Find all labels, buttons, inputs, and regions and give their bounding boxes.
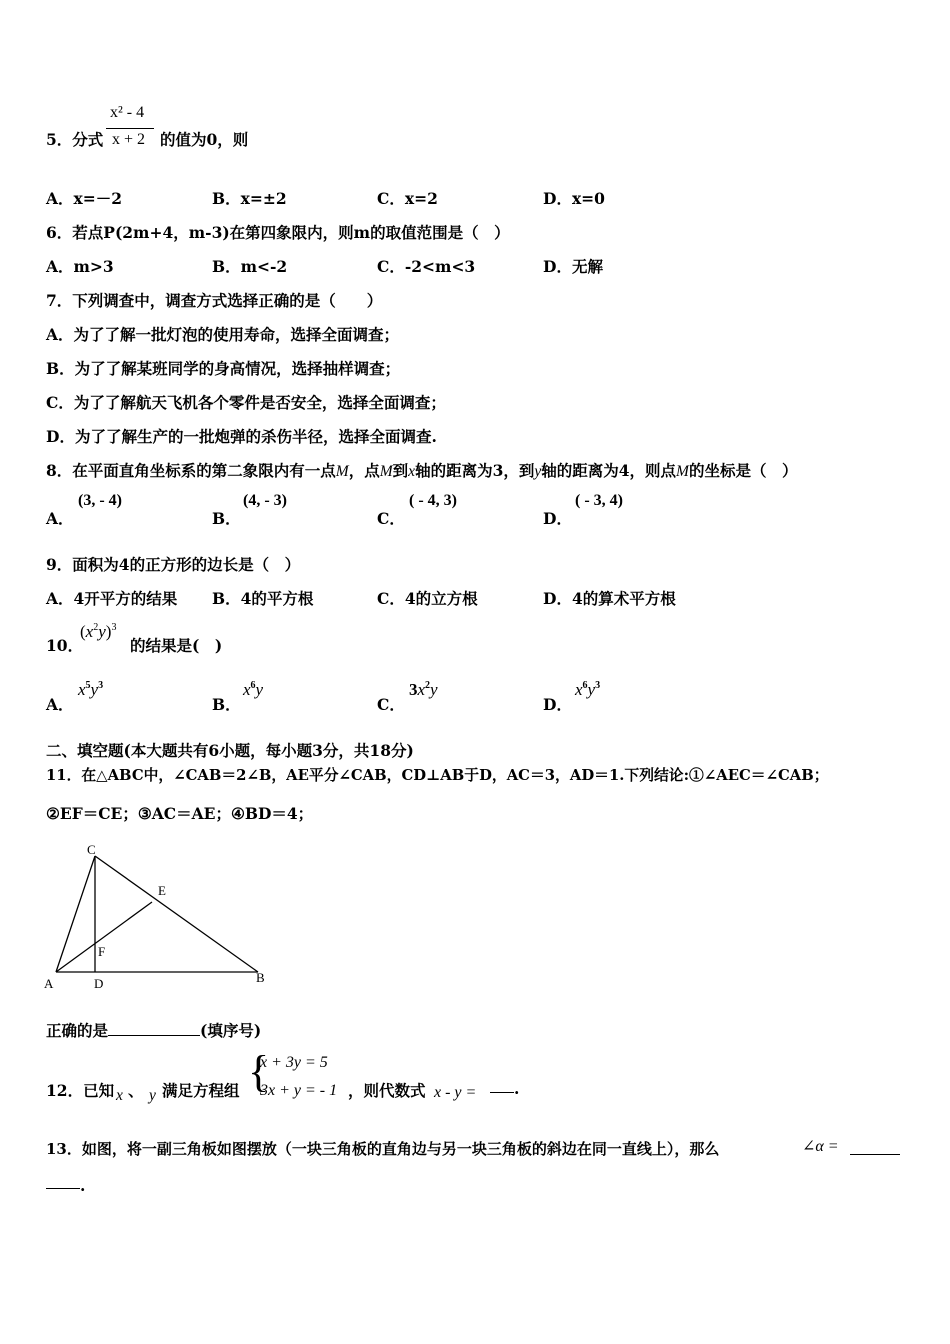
q8-value-d: ( - 3, 4) <box>575 492 623 509</box>
q7-text: 7．下列调查中，调查方式选择正确的是（ ） <box>46 291 383 310</box>
q6-option-b: B．m<-2 <box>212 257 288 276</box>
section-2-heading: 二、填空题(本大题共有6小题，每小题3分，共18分) <box>46 741 414 760</box>
q11-triangle-figure <box>42 840 282 990</box>
q5-option-c: C．x=2 <box>377 189 438 208</box>
q10-number: 10． <box>46 636 84 655</box>
side-ac <box>56 856 95 972</box>
q12-after: ，则代数式 <box>348 1081 426 1100</box>
q13-answer-blank-2[interactable] <box>46 1188 80 1189</box>
q12-equation-1: x + 3y = 5 <box>260 1054 328 1071</box>
q5-numerator: x² - 4 <box>110 104 145 121</box>
q10-label-a: A． <box>46 695 74 714</box>
q10-label-b: B． <box>212 695 241 714</box>
label-e: E <box>158 883 166 898</box>
q13-answer-blank-1[interactable] <box>850 1154 900 1155</box>
q5-denominator: x + 2 <box>112 131 146 148</box>
q8-label-a: A． <box>46 509 74 528</box>
side-cb <box>95 856 258 972</box>
q13-angle: ∠α = <box>802 1138 839 1155</box>
q5-fraction-bar <box>106 128 154 129</box>
q6-option-d: D．无解 <box>543 257 603 276</box>
q10-label-d: D． <box>543 695 572 714</box>
q12-y: y <box>149 1087 156 1104</box>
q9-option-a: A．4开平方的结果 <box>46 589 178 608</box>
q8-label-c: C． <box>377 509 405 528</box>
q8-value-b: (4, - 3) <box>243 492 287 509</box>
q8-label-d: D． <box>543 509 572 528</box>
q11-line-2: ②EF＝CE；③AC＝AE；④BD＝4； <box>46 804 314 823</box>
q8-value-a: (3, - 4) <box>78 492 122 509</box>
bisector-ae <box>56 902 152 972</box>
q8-label-b: B． <box>212 509 241 528</box>
q12-prefix: 12．已知 <box>46 1081 115 1100</box>
label-d: D <box>94 976 104 990</box>
q12-x: x <box>116 1087 123 1104</box>
q10-value-a: $x^5y^3$ <box>78 680 104 699</box>
q9-text: 9．面积为4的正方形的边长是（ ） <box>46 555 301 574</box>
label-c: C <box>87 842 96 857</box>
q7-option-c: C．为了了解航天飞机各个零件是否安全，选择全面调查； <box>46 393 446 412</box>
q9-option-b: B．4的平方根 <box>212 589 314 608</box>
q8-stem: 8．在平面直角坐标系的第二象限内有一点M，点M到x轴的距离为3，到y轴的距离为4，则点M的坐标是（ ） <box>46 461 798 480</box>
q11-answer-line: 正确的是 (填序号) <box>46 1021 262 1040</box>
label-f: F <box>98 944 106 959</box>
q5-option-d: D．x=0 <box>543 189 605 208</box>
q5-option-b: B．x=±2 <box>212 189 287 208</box>
q10-suffix: 的结果是( ) <box>130 636 223 655</box>
q7-option-b: B．为了了解某班同学的身高情况，选择抽样调查； <box>46 359 401 378</box>
q12-expression: x - y = <box>434 1084 477 1101</box>
q5-prefix: 5．分式 <box>46 130 104 149</box>
q5-option-a: A．x=－2 <box>46 189 123 208</box>
q12-sep: 、 <box>128 1081 144 1100</box>
q10-label-c: C． <box>377 695 405 714</box>
q10-value-c: $3x^2y$ <box>409 680 438 699</box>
q12-end: . <box>514 1079 520 1098</box>
label-a: A <box>44 976 54 990</box>
q13-end: . <box>80 1176 86 1195</box>
q11-line-1: 11．在△ABC中，∠CAB＝2∠B，AE平分∠CAB，CD⊥AB于D，AC＝3，AD＝1.下列结论:①∠AEC＝∠CAB； <box>46 767 829 784</box>
q7-option-d: D．为了了解生产的一批炮弹的杀伤半径，选择全面调查. <box>46 427 437 446</box>
q10-expression: $(x^2y)^3$ <box>80 622 117 641</box>
q12-mid: 满足方程组 <box>162 1081 240 1100</box>
label-b: B <box>256 970 265 985</box>
q10-value-b: $x^6y$ <box>243 680 264 699</box>
q10-value-d: $x^6y^3$ <box>575 680 601 699</box>
q13-text: 13．如图，将一副三角板如图摆放（一块三角板的直角边与另一块三角板的斜边在同一直线上），那么 <box>46 1140 720 1158</box>
q12-system-brace: { <box>248 1047 270 1096</box>
q9-option-d: D．4的算术平方根 <box>543 589 676 608</box>
q11-answer-blank[interactable] <box>108 1035 200 1036</box>
q12-equation-2: 3x + y = - 1 <box>260 1082 338 1099</box>
q6-option-a: A．m>3 <box>46 257 114 276</box>
q7-option-a: A．为了了解一批灯泡的使用寿命，选择全面调查； <box>46 325 400 344</box>
q5-suffix: 的值为0，则 <box>160 130 249 149</box>
q6-option-c: C．-2<m<3 <box>377 257 476 276</box>
q9-option-c: C．4的立方根 <box>377 589 478 608</box>
q6-text: 6．若点P(2m+4，m-3)在第四象限内，则m的取值范围是（ ） <box>46 223 510 242</box>
q8-value-c: ( - 4, 3) <box>409 492 457 509</box>
q12-answer-blank[interactable] <box>490 1092 514 1093</box>
